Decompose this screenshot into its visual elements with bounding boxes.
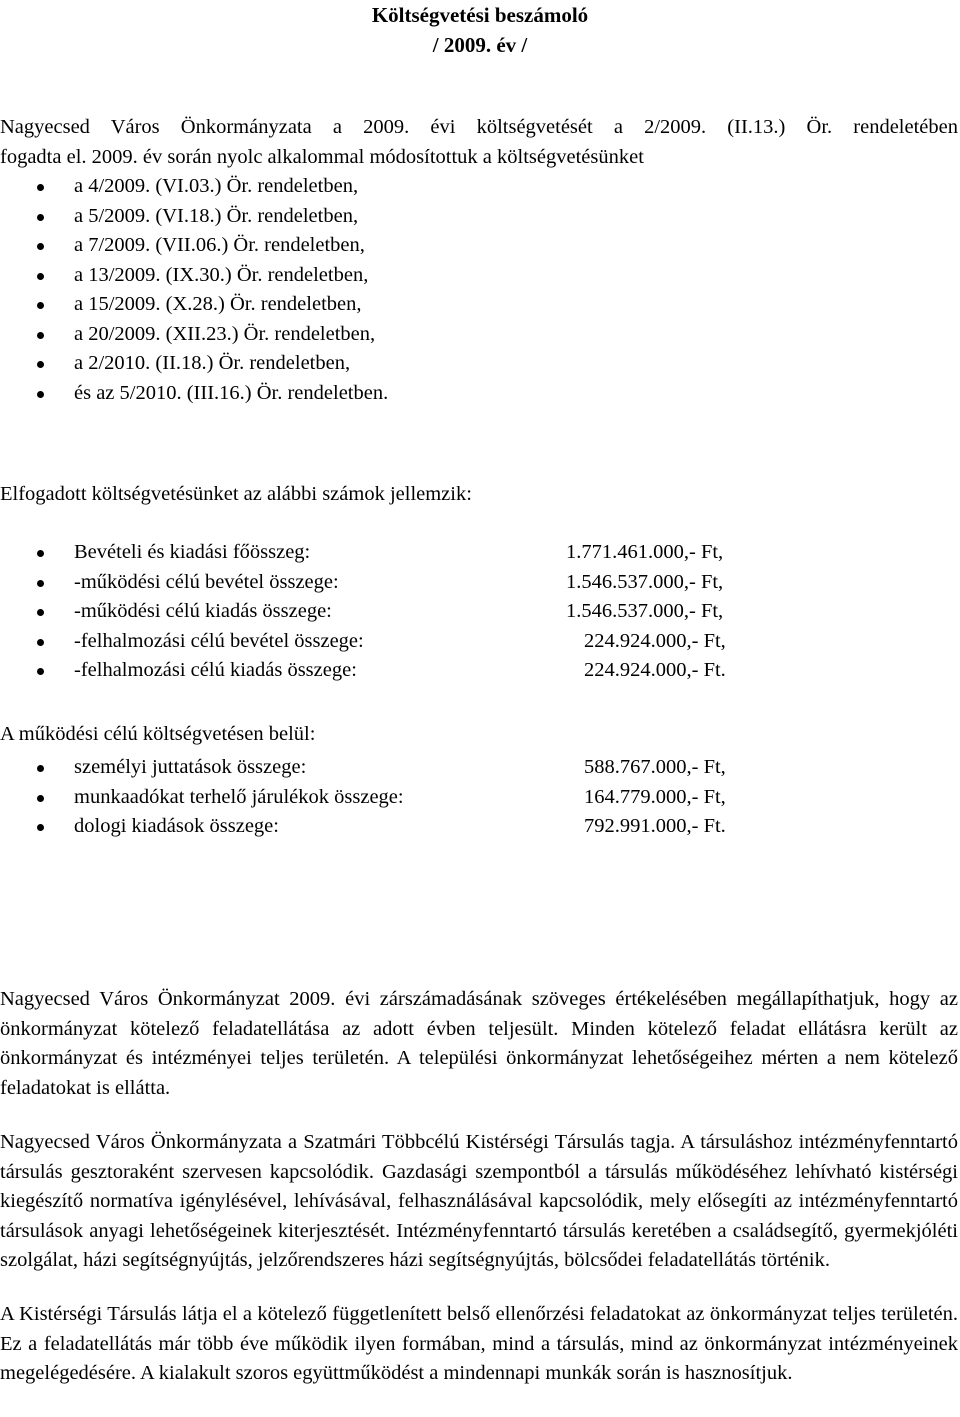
audit-paragraph: A Kistérségi Társulás látja el a kötelező függetlenített belső ellenőrzési feladatokat az önkormányzat teljes területén. Ez a feladatellátás már több éve működik ilyen formában, mind a társulás, mind az önkormányzat intézményeinek megelégedésére. A kialakult szoros együttműködést a mindennapi munkák során is hasznosítjuk. bbox=[0, 1303, 958, 1384]
budget-item-label: -felhalmozási célú bevétel összege: bbox=[74, 629, 364, 652]
operating-heading: A működési célú költségvetésen belül: bbox=[0, 723, 316, 745]
intro-paragraph bbox=[0, 113, 958, 172]
operating-item-label: dologi kiadások összege: bbox=[74, 815, 279, 837]
list-item: a 7/2009. (VII.06.) Ör. rendeletben, bbox=[0, 231, 958, 261]
document-subtitle-year: / 2009. év / bbox=[432, 33, 528, 57]
budget-item-label: -működési célú bevétel összege: bbox=[74, 570, 339, 593]
list-item bbox=[0, 753, 958, 783]
evaluation-paragraph: Nagyecsed Város Önkormányzat 2009. évi zárszámadásának szöveges értékelésében megállapíthatjuk, hogy az önkormányzat kötelező feladatellátása az adott évben teljesült. Minden kötelező feladat ellátásra került az önkormányzat és intézményei teljes területén. A települési önkormányzat lehetőségeihez mérten a nem kötelező feladatokat is ellátta. bbox=[0, 988, 958, 1099]
list-item: a 2/2010. (II.18.) Ör. rendeletben, bbox=[0, 349, 958, 379]
budget-item-label: -felhalmozási célú kiadás összege: bbox=[74, 659, 357, 681]
document-title: Költségvetési beszámoló bbox=[371, 3, 589, 27]
list-item: a 4/2009. (VI.03.) Ör. rendeletben, bbox=[0, 172, 958, 202]
operating-item-label: személyi juttatások összege: bbox=[74, 756, 307, 778]
list-item bbox=[0, 812, 958, 842]
operating-figures-list bbox=[0, 753, 958, 842]
list-item bbox=[0, 627, 958, 657]
intro-line-1: Nagyecsed Város Önkormányzata a 2009. évi költségvetését a 2/2009. (II.13.) Ör. rendeletében bbox=[0, 116, 958, 138]
budget-item-label: -működési célú kiadás összege: bbox=[74, 600, 332, 622]
budget-item-label: Bevételi és kiadási főösszeg: bbox=[74, 541, 311, 563]
budget-item-amount: 1.546.537.000,- Ft, bbox=[566, 600, 724, 622]
list-item bbox=[0, 783, 958, 813]
list-item bbox=[0, 656, 958, 686]
list-item bbox=[0, 568, 958, 598]
list-item: a 13/2009. (IX.30.) Ör. rendeletben, bbox=[0, 261, 958, 291]
operating-item-amount: 164.779.000,- Ft, bbox=[584, 785, 726, 808]
intro-line-2: fogadta el. 2009. év során nyolc alkalommal módosítottuk a költségvetésünket bbox=[0, 145, 644, 168]
budget-heading: Elfogadott költségvetésünket az alábbi számok jellemzik: bbox=[0, 483, 472, 505]
operating-item-amount: 792.991.000,- Ft. bbox=[584, 815, 726, 837]
operating-item-label: munkaadókat terhelő járulékok összege: bbox=[74, 785, 404, 808]
list-item: a 20/2009. (XII.23.) Ör. rendeletben, bbox=[0, 320, 958, 350]
list-item bbox=[0, 597, 958, 627]
budget-figures-list bbox=[0, 538, 958, 686]
list-item: a 5/2009. (VI.18.) Ör. rendeletben, bbox=[0, 202, 958, 232]
association-paragraph: Nagyecsed Város Önkormányzata a Szatmári Többcélú Kistérségi Társulás tagja. A társuláshoz intézményfenntartó társulás gesztoraként szervesen kapcsolódik. Gazdasági szempontból a társulás működéséhez lehívható kistérségi kiegészítő normatíva igénylésével, lehívásával, felhasználásával kapcsolódik, mely elősegíti az intézményfenntartó társulások anyagi lehetőségeinek kiterjesztését. Intézményfenntartó társulás keretében a családsegítő, gyermekjóléti szolgálat, házi segítségnyújtás, jelzőrendszeres házi segítségnyújtás, bölcsődei feladatellátás történik. bbox=[0, 1131, 958, 1271]
budget-item-amount: 1.546.537.000,- Ft, bbox=[566, 570, 724, 593]
list-item: és az 5/2010. (III.16.) Ör. rendeletben. bbox=[0, 379, 958, 409]
budget-item-amount: 224.924.000,- Ft. bbox=[584, 659, 726, 681]
list-item: a 15/2009. (X.28.) Ör. rendeletben, bbox=[0, 290, 958, 320]
budget-item-amount: 224.924.000,- Ft, bbox=[584, 629, 726, 652]
operating-item-amount: 588.767.000,- Ft, bbox=[584, 756, 726, 778]
budget-item-amount: 1.771.461.000,- Ft, bbox=[566, 541, 724, 563]
list-item bbox=[0, 538, 958, 568]
amendment-list bbox=[0, 172, 958, 408]
